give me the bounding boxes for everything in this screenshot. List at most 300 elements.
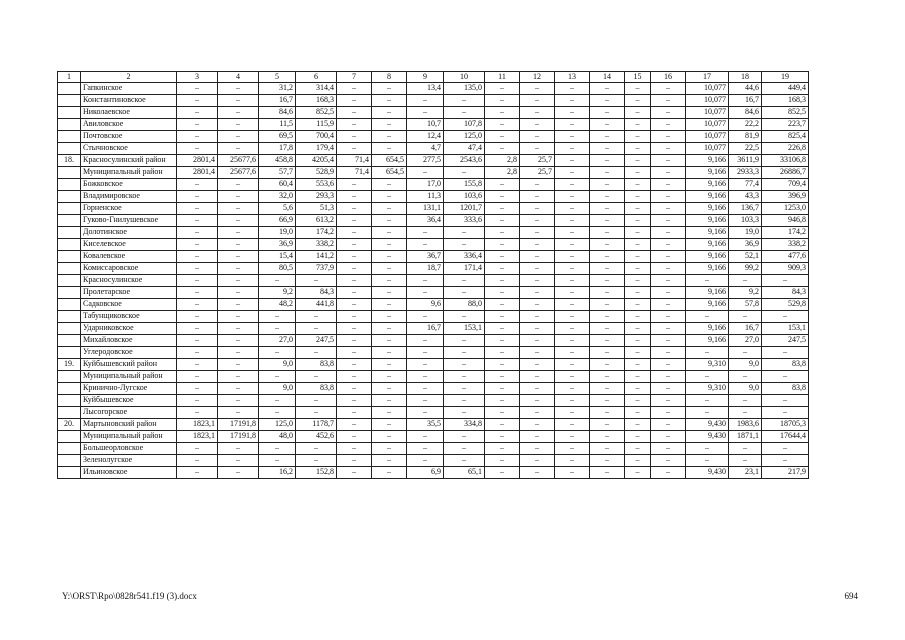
table-row xyxy=(58,83,809,95)
value-cell: 36,9 xyxy=(259,239,296,251)
value-cell: – xyxy=(372,107,407,119)
value-cell: – xyxy=(555,239,590,251)
value-cell: – xyxy=(296,455,337,467)
value-cell: – xyxy=(372,95,407,107)
territory-name-cell: Красносулинский район xyxy=(81,155,177,167)
value-cell: – xyxy=(590,251,625,263)
value-cell: 1823,1 xyxy=(177,431,218,443)
value-cell: – xyxy=(259,371,296,383)
value-cell: – xyxy=(337,383,372,395)
value-cell: 107,8 xyxy=(444,119,485,131)
territory-name-cell: Садковское xyxy=(81,299,177,311)
value-cell: 9,166 xyxy=(686,251,729,263)
value-cell: – xyxy=(177,311,218,323)
value-cell: – xyxy=(337,83,372,95)
value-cell: 9,166 xyxy=(686,155,729,167)
value-cell: – xyxy=(218,395,259,407)
value-cell: – xyxy=(372,251,407,263)
row-number-cell xyxy=(58,431,81,443)
value-cell: – xyxy=(729,311,762,323)
value-cell: – xyxy=(177,119,218,131)
value-cell: – xyxy=(590,239,625,251)
value-cell: – xyxy=(407,335,444,347)
table-row xyxy=(58,443,809,455)
value-cell: – xyxy=(520,371,555,383)
value-cell: – xyxy=(651,383,686,395)
value-cell: – xyxy=(651,263,686,275)
value-cell: – xyxy=(555,347,590,359)
value-cell: 10,077 xyxy=(686,119,729,131)
value-cell: – xyxy=(296,443,337,455)
value-cell: – xyxy=(625,239,651,251)
territory-name-cell: Константиновское xyxy=(81,95,177,107)
value-cell: – xyxy=(555,83,590,95)
value-cell: – xyxy=(444,383,485,395)
value-cell: 16,7 xyxy=(407,323,444,335)
value-cell: – xyxy=(372,143,407,155)
value-cell: – xyxy=(485,299,520,311)
column-number-header: 5 xyxy=(259,72,296,83)
value-cell: – xyxy=(407,347,444,359)
value-cell: – xyxy=(520,467,555,479)
value-cell: – xyxy=(686,443,729,455)
value-cell: – xyxy=(555,167,590,179)
value-cell: – xyxy=(337,419,372,431)
value-cell: – xyxy=(177,467,218,479)
value-cell: – xyxy=(555,95,590,107)
value-cell: – xyxy=(651,359,686,371)
value-cell: 9,430 xyxy=(686,419,729,431)
territory-name-cell: Большеорловское xyxy=(81,443,177,455)
value-cell: – xyxy=(555,191,590,203)
territory-name-cell: Куйбышевское xyxy=(81,395,177,407)
value-cell: 9,166 xyxy=(686,227,729,239)
value-cell: 1871,1 xyxy=(729,431,762,443)
value-cell: – xyxy=(625,131,651,143)
value-cell: – xyxy=(218,311,259,323)
value-cell: – xyxy=(651,455,686,467)
value-cell: 10,077 xyxy=(686,107,729,119)
value-cell: 10,077 xyxy=(686,83,729,95)
value-cell: 51,3 xyxy=(296,203,337,215)
value-cell: – xyxy=(296,407,337,419)
value-cell: – xyxy=(407,227,444,239)
value-cell: 477,6 xyxy=(762,251,809,263)
value-cell: 60,4 xyxy=(259,179,296,191)
value-cell: – xyxy=(625,323,651,335)
value-cell: 84,6 xyxy=(729,107,762,119)
territory-name-cell: Ильиновское xyxy=(81,467,177,479)
value-cell: – xyxy=(651,287,686,299)
value-cell: 1823,1 xyxy=(177,419,218,431)
value-cell: – xyxy=(259,443,296,455)
value-cell: 131,1 xyxy=(407,203,444,215)
table-row xyxy=(58,467,809,479)
value-cell: 103,6 xyxy=(444,191,485,203)
value-cell: 47,4 xyxy=(444,143,485,155)
table-row xyxy=(58,275,809,287)
value-cell: 171,4 xyxy=(444,263,485,275)
value-cell: 80,5 xyxy=(259,263,296,275)
value-cell: 1178,7 xyxy=(296,419,337,431)
value-cell: – xyxy=(372,371,407,383)
column-number-header: 14 xyxy=(590,72,625,83)
value-cell: – xyxy=(177,191,218,203)
value-cell: – xyxy=(555,215,590,227)
value-cell: – xyxy=(625,191,651,203)
row-number-cell xyxy=(58,311,81,323)
value-cell: 83,8 xyxy=(762,383,809,395)
value-cell: – xyxy=(407,383,444,395)
value-cell: – xyxy=(590,287,625,299)
value-cell: – xyxy=(259,275,296,287)
value-cell: 16,7 xyxy=(729,323,762,335)
value-cell: – xyxy=(372,359,407,371)
value-cell: 48,0 xyxy=(259,431,296,443)
value-cell: – xyxy=(520,455,555,467)
value-cell: – xyxy=(686,395,729,407)
value-cell: – xyxy=(625,275,651,287)
table-row xyxy=(58,335,809,347)
value-cell: – xyxy=(520,359,555,371)
value-cell: – xyxy=(372,179,407,191)
value-cell: 9,166 xyxy=(686,335,729,347)
value-cell: – xyxy=(729,395,762,407)
value-cell: – xyxy=(590,83,625,95)
value-cell: – xyxy=(590,443,625,455)
value-cell: – xyxy=(625,251,651,263)
value-cell: 553,6 xyxy=(296,179,337,191)
value-cell: 17644,4 xyxy=(762,431,809,443)
value-cell: – xyxy=(625,167,651,179)
value-cell: – xyxy=(337,179,372,191)
value-cell: – xyxy=(520,311,555,323)
value-cell: – xyxy=(762,311,809,323)
value-cell: – xyxy=(177,287,218,299)
row-number-cell: 20. xyxy=(58,419,81,431)
value-cell: – xyxy=(686,311,729,323)
value-cell: – xyxy=(407,431,444,443)
value-cell: – xyxy=(625,455,651,467)
value-cell: – xyxy=(590,191,625,203)
value-cell: – xyxy=(372,275,407,287)
value-cell: 11,3 xyxy=(407,191,444,203)
value-cell: – xyxy=(555,383,590,395)
value-cell: – xyxy=(555,287,590,299)
value-cell: – xyxy=(337,467,372,479)
table-row xyxy=(58,179,809,191)
value-cell: – xyxy=(651,467,686,479)
value-cell: 4,7 xyxy=(407,143,444,155)
table-row xyxy=(58,107,809,119)
territory-name-cell: Муниципальный район xyxy=(81,371,177,383)
value-cell: – xyxy=(762,371,809,383)
value-cell: – xyxy=(218,251,259,263)
row-number-cell xyxy=(58,395,81,407)
value-cell: – xyxy=(218,443,259,455)
value-cell: – xyxy=(651,407,686,419)
value-cell: – xyxy=(372,347,407,359)
value-cell: 852,5 xyxy=(296,107,337,119)
value-cell: – xyxy=(729,455,762,467)
value-cell: – xyxy=(485,131,520,143)
table-row xyxy=(58,419,809,431)
value-cell: – xyxy=(296,395,337,407)
value-cell: – xyxy=(218,323,259,335)
value-cell: – xyxy=(372,467,407,479)
value-cell: – xyxy=(485,311,520,323)
value-cell: – xyxy=(337,131,372,143)
table-row xyxy=(58,371,809,383)
row-number-cell xyxy=(58,239,81,251)
value-cell: 9,0 xyxy=(259,383,296,395)
value-cell: – xyxy=(590,275,625,287)
value-cell: – xyxy=(485,419,520,431)
value-cell: – xyxy=(218,455,259,467)
value-cell: – xyxy=(590,395,625,407)
value-cell: – xyxy=(177,323,218,335)
value-cell: – xyxy=(555,371,590,383)
value-cell: – xyxy=(520,263,555,275)
value-cell: 66,9 xyxy=(259,215,296,227)
value-cell: – xyxy=(590,311,625,323)
value-cell: – xyxy=(520,83,555,95)
value-cell: 84,3 xyxy=(296,287,337,299)
value-cell: – xyxy=(444,275,485,287)
value-cell: 136,7 xyxy=(729,203,762,215)
value-cell: – xyxy=(651,155,686,167)
value-cell: 16,7 xyxy=(729,95,762,107)
value-cell: – xyxy=(177,263,218,275)
value-cell: – xyxy=(555,443,590,455)
value-cell: – xyxy=(218,275,259,287)
value-cell: – xyxy=(651,335,686,347)
value-cell: 4205,4 xyxy=(296,155,337,167)
value-cell: – xyxy=(218,131,259,143)
value-cell: – xyxy=(555,299,590,311)
row-number-cell xyxy=(58,131,81,143)
value-cell: – xyxy=(177,227,218,239)
value-cell: – xyxy=(372,287,407,299)
value-cell: – xyxy=(218,95,259,107)
value-cell: – xyxy=(177,455,218,467)
value-cell: 654,5 xyxy=(372,155,407,167)
table-row xyxy=(58,263,809,275)
value-cell: – xyxy=(555,203,590,215)
value-cell: – xyxy=(590,383,625,395)
row-number-cell xyxy=(58,323,81,335)
value-cell: – xyxy=(625,227,651,239)
value-cell: – xyxy=(625,347,651,359)
value-cell: – xyxy=(485,467,520,479)
territory-name-cell: Гапкинское xyxy=(81,83,177,95)
value-cell: – xyxy=(590,215,625,227)
value-cell: – xyxy=(590,419,625,431)
value-cell: – xyxy=(520,299,555,311)
value-cell: – xyxy=(259,323,296,335)
value-cell: 825,4 xyxy=(762,131,809,143)
value-cell: 529,8 xyxy=(762,299,809,311)
value-cell: – xyxy=(177,299,218,311)
row-number-cell xyxy=(58,443,81,455)
value-cell: – xyxy=(177,383,218,395)
table-row xyxy=(58,191,809,203)
value-cell: 10,077 xyxy=(686,131,729,143)
value-cell: – xyxy=(372,407,407,419)
value-cell: 22,5 xyxy=(729,143,762,155)
value-cell: – xyxy=(555,251,590,263)
value-cell: – xyxy=(337,431,372,443)
table-row xyxy=(58,395,809,407)
value-cell: 226,8 xyxy=(762,143,809,155)
value-cell: 452,6 xyxy=(296,431,337,443)
value-cell: – xyxy=(520,227,555,239)
value-cell: – xyxy=(520,179,555,191)
value-cell: – xyxy=(177,95,218,107)
value-cell: – xyxy=(651,191,686,203)
value-cell: – xyxy=(259,407,296,419)
value-cell: – xyxy=(337,455,372,467)
value-cell: – xyxy=(218,407,259,419)
row-number-cell: 18. xyxy=(58,155,81,167)
value-cell: – xyxy=(485,455,520,467)
page-number: 694 xyxy=(844,591,858,601)
value-cell: – xyxy=(485,83,520,95)
header-row xyxy=(58,72,809,83)
value-cell: 9,166 xyxy=(686,239,729,251)
value-cell: 3611,9 xyxy=(729,155,762,167)
value-cell: – xyxy=(625,431,651,443)
territory-name-cell: Табунщиковское xyxy=(81,311,177,323)
value-cell: 25,7 xyxy=(520,167,555,179)
value-cell: 338,2 xyxy=(762,239,809,251)
value-cell: 2,8 xyxy=(485,167,520,179)
value-cell: – xyxy=(337,359,372,371)
value-cell: – xyxy=(651,95,686,107)
value-cell: 48,2 xyxy=(259,299,296,311)
value-cell: – xyxy=(485,143,520,155)
value-cell: – xyxy=(444,359,485,371)
value-cell: – xyxy=(218,347,259,359)
table-row xyxy=(58,119,809,131)
value-cell: – xyxy=(485,215,520,227)
value-cell: – xyxy=(444,311,485,323)
value-cell: – xyxy=(651,431,686,443)
value-cell: – xyxy=(372,455,407,467)
value-cell: – xyxy=(218,119,259,131)
value-cell: 152,8 xyxy=(296,467,337,479)
value-cell: – xyxy=(177,203,218,215)
value-cell: 9,430 xyxy=(686,431,729,443)
value-cell: – xyxy=(762,347,809,359)
value-cell: – xyxy=(444,95,485,107)
value-cell: – xyxy=(686,275,729,287)
table-row xyxy=(58,323,809,335)
value-cell: 69,5 xyxy=(259,131,296,143)
value-cell: 17,8 xyxy=(259,143,296,155)
value-cell: 909,3 xyxy=(762,263,809,275)
value-cell: 9,166 xyxy=(686,299,729,311)
row-number-cell xyxy=(58,107,81,119)
value-cell: – xyxy=(520,203,555,215)
value-cell: – xyxy=(444,335,485,347)
value-cell: – xyxy=(372,131,407,143)
value-cell: – xyxy=(590,407,625,419)
territory-name-cell: Муниципальный район xyxy=(81,167,177,179)
row-number-cell xyxy=(58,455,81,467)
value-cell: – xyxy=(407,443,444,455)
value-cell: – xyxy=(407,311,444,323)
value-cell: – xyxy=(218,239,259,251)
value-cell: – xyxy=(372,431,407,443)
value-cell: 155,8 xyxy=(444,179,485,191)
value-cell: – xyxy=(337,251,372,263)
value-cell: 700,4 xyxy=(296,131,337,143)
value-cell: 852,5 xyxy=(762,107,809,119)
value-cell: 88,0 xyxy=(444,299,485,311)
value-cell: – xyxy=(520,443,555,455)
value-cell: – xyxy=(407,287,444,299)
value-cell: – xyxy=(651,323,686,335)
value-cell: – xyxy=(555,131,590,143)
territory-name-cell: Комиссаровское xyxy=(81,263,177,275)
value-cell: 77,4 xyxy=(729,179,762,191)
value-cell: – xyxy=(520,131,555,143)
value-cell: 16,2 xyxy=(259,467,296,479)
value-cell: – xyxy=(407,167,444,179)
row-number-cell xyxy=(58,203,81,215)
value-cell: – xyxy=(444,347,485,359)
table-row xyxy=(58,227,809,239)
value-cell: – xyxy=(520,191,555,203)
value-cell: – xyxy=(651,119,686,131)
territory-name-cell: Углеродовское xyxy=(81,347,177,359)
value-cell: – xyxy=(651,179,686,191)
value-cell: – xyxy=(218,107,259,119)
row-number-cell xyxy=(58,383,81,395)
value-cell: 44,6 xyxy=(729,83,762,95)
value-cell: – xyxy=(485,443,520,455)
value-cell: 9,166 xyxy=(686,191,729,203)
value-cell: – xyxy=(590,371,625,383)
value-cell: – xyxy=(485,179,520,191)
territory-name-cell: Мартыновский район xyxy=(81,419,177,431)
territory-name-cell: Зеленолугское xyxy=(81,455,177,467)
value-cell: – xyxy=(259,395,296,407)
table-row xyxy=(58,287,809,299)
value-cell: 293,3 xyxy=(296,191,337,203)
value-cell: 32,0 xyxy=(259,191,296,203)
value-cell: – xyxy=(177,347,218,359)
value-cell: 1201,7 xyxy=(444,203,485,215)
column-number-header: 1 xyxy=(58,72,81,83)
row-number-cell xyxy=(58,251,81,263)
value-cell: – xyxy=(686,347,729,359)
value-cell: – xyxy=(337,371,372,383)
column-number-header: 19 xyxy=(762,72,809,83)
territory-name-cell: Горненское xyxy=(81,203,177,215)
value-cell: 57,8 xyxy=(729,299,762,311)
territory-name-cell: Красносулинское xyxy=(81,275,177,287)
territory-name-cell: Долотинское xyxy=(81,227,177,239)
value-cell: – xyxy=(555,359,590,371)
value-cell: 135,0 xyxy=(444,83,485,95)
value-cell: 153,1 xyxy=(762,323,809,335)
value-cell: – xyxy=(177,107,218,119)
value-cell: – xyxy=(218,263,259,275)
row-number-cell xyxy=(58,227,81,239)
row-number-cell xyxy=(58,347,81,359)
